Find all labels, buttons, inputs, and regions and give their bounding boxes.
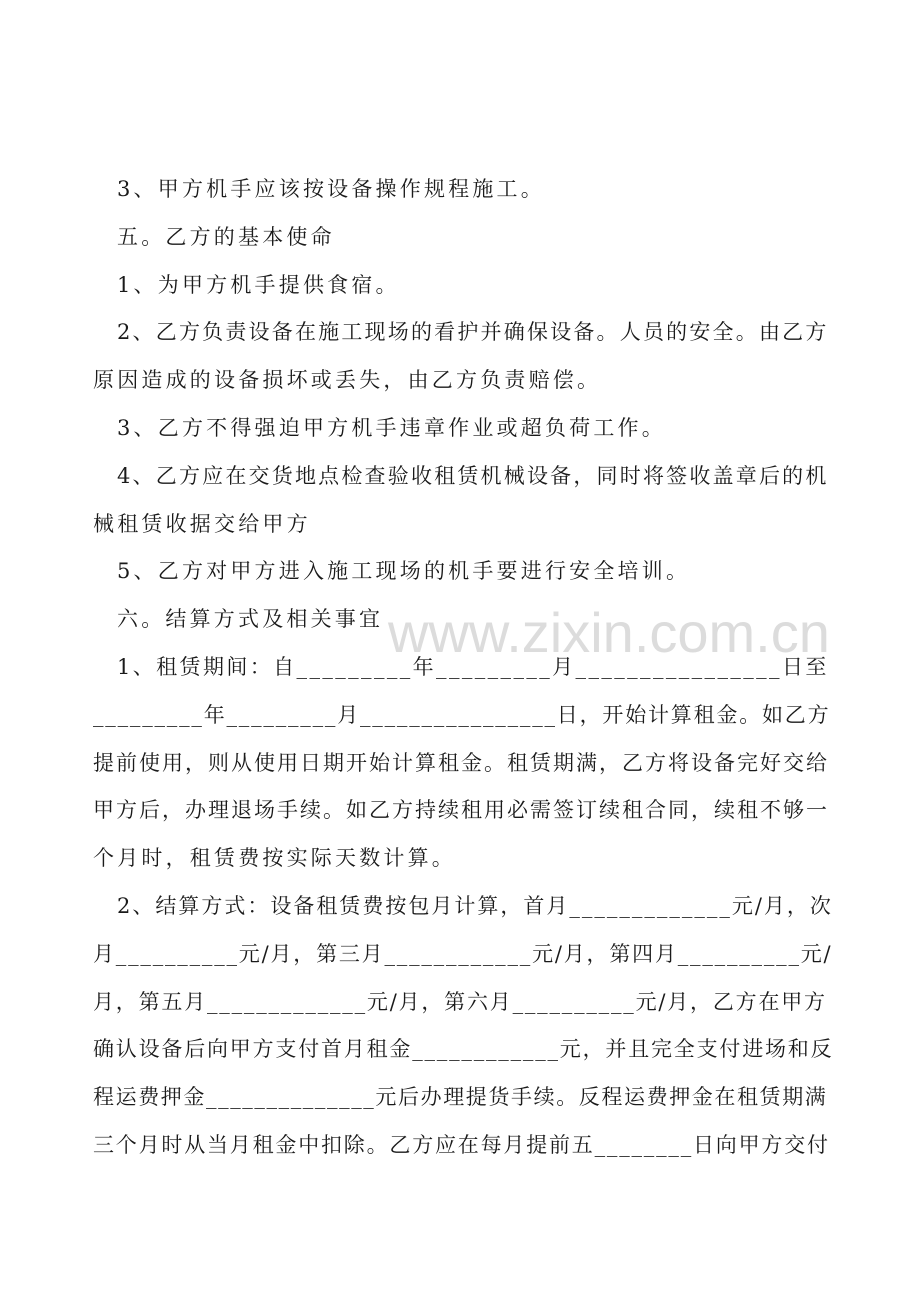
clause-5-5: 5、乙方对甲方进入施工现场的机手要进行安全培训。 <box>117 559 691 584</box>
clause-6-1: 1、租赁期间：自_________年_________月________________日至 <box>117 654 829 679</box>
clause-6-2-cont-3: 确认设备后向甲方支付首月租金____________元，并且完全支付进场和反 <box>93 1037 834 1062</box>
clause-5-4: 4、乙方应在交货地点检查验收租赁机械设备，同时将签收盖章后的机 <box>117 463 829 488</box>
section-5-heading: 五。乙方的基本使命 <box>117 224 335 249</box>
contract-text <box>93 166 833 1170</box>
clause-5-2: 2、乙方负责设备在施工现场的看护并确保设备。人员的安全。由乙方 <box>117 320 829 345</box>
clause-5-1: 1、为甲方机手提供食宿。 <box>117 272 400 297</box>
clause-6-2-cont-2: 月，第五月_____________元/月，第六月__________元/月，乙方在甲方 <box>93 989 827 1014</box>
clause-5-2-cont: 原因造成的设备损坏或丢失，由乙方负责赔偿。 <box>93 368 602 393</box>
clause-5-4-cont: 械租赁收据交给甲方 <box>93 511 311 536</box>
clause-6-1-cont-3: 甲方后，办理退场手续。如乙方持续租用必需签订续租合同，续租不够一 <box>93 798 829 823</box>
clause-6-2-cont-1: 月__________元/月，第三月____________元/月，第四月__________元/ <box>93 941 833 966</box>
clause-6-1-cont-1: _________年_________月________________日，开始计算租金。如乙方 <box>93 702 831 727</box>
section-6-heading: 六。结算方式及相关事宜 <box>117 607 384 632</box>
clause-6-1-cont-4: 个月时，租赁费按实际天数计算。 <box>93 846 456 871</box>
clause-6-2: 2、结算方式：设备租赁费按包月计算，首月_____________元/月，次 <box>117 893 833 918</box>
site-watermark: www.zixin.com.cn <box>388 601 830 664</box>
clause-6-2-cont-5: 三个月时从当月租金中扣除。乙方应在每月提前五________日向甲方交付 <box>93 1132 830 1157</box>
clause-6-1-cont-2: 提前使用，则从使用日期开始计算租金。租赁期满，乙方将设备完好交给 <box>93 750 829 775</box>
clause-4-3: 3、甲方机手应该按设备操作规程施工。 <box>117 177 545 201</box>
clause-5-3: 3、乙方不得强迫甲方机手违章作业或超负荷工作。 <box>117 415 666 440</box>
clause-6-2-cont-4: 程运费押金______________元后办理提货手续。反程运费押金在租赁期满 <box>93 1085 828 1110</box>
